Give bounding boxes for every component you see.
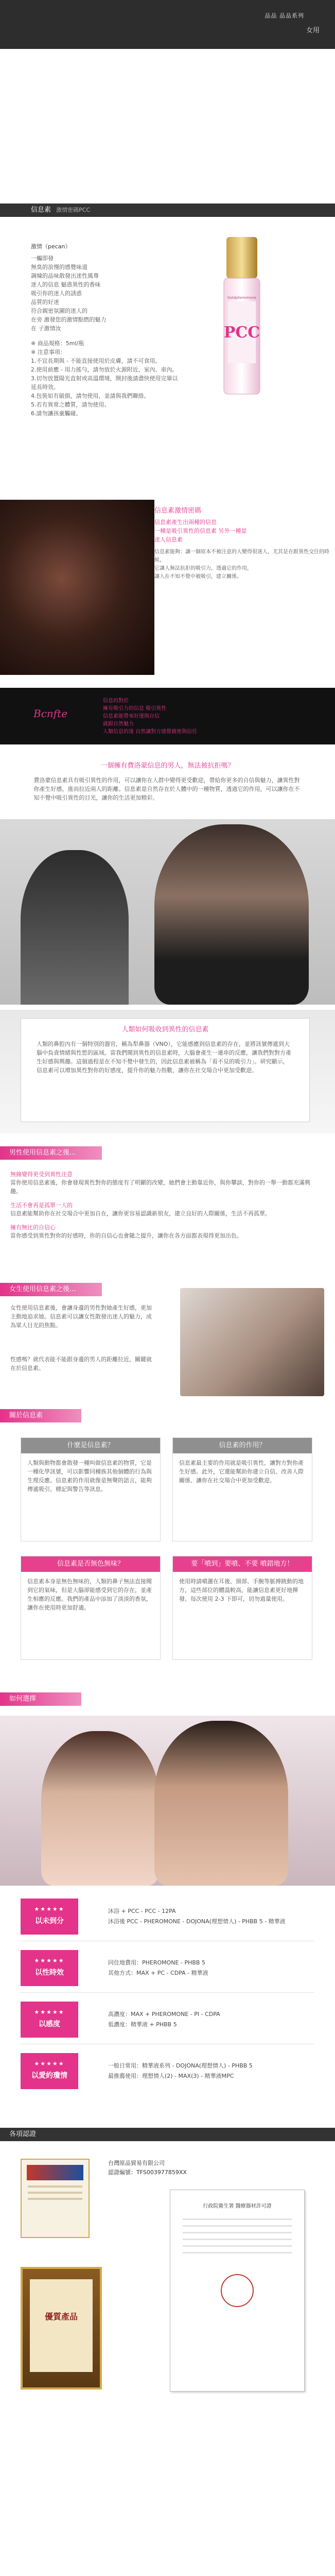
choose-row-label [21, 2002, 78, 2038]
effects-body: 女性使用信息素後，會讓身邊的男性對她產生好感，更加主動地追求她。信息素可以讓女性散發出迷人的魅力，成為眾人目光的焦點。 [10, 1304, 152, 1329]
intro-line: 調煉的品味散發出迷性風尊 [31, 273, 99, 279]
knowledge-box-title: 什麼是信息素？ [21, 1438, 160, 1453]
intro-line: 一觸即發 [31, 255, 54, 262]
row-label-text: 以感度 [39, 2020, 60, 2028]
woman-smile-image [41, 1731, 160, 1886]
knowledge-box-what [21, 1437, 161, 1541]
product-bottle-image [214, 234, 270, 399]
kiss-line: 一種是吸引異性的信息素 另外一種是 [154, 528, 247, 534]
cert-doc-title: 行政院衛生署 醫療器材許可證 [203, 2204, 272, 2209]
product-name: 激情（pecan） [31, 243, 71, 250]
row-label-text: 以性時效 [35, 1969, 64, 1977]
kiss-side-text: 讓人在不知不覺中被吸引，建立關係。 [154, 574, 242, 580]
couple-kiss-image [0, 500, 154, 675]
banner-line: 信息的對於 [103, 698, 129, 704]
page-header [0, 0, 335, 49]
banner-line: 擁有吸引力的信息 吸引異性 [103, 706, 167, 711]
how-heading: 人類如何吸收到異性的信息素 [121, 1026, 209, 1033]
knowledge-box-title: 信息素是否無色無味？ [21, 1556, 160, 1572]
banner-line: 信息素能帶來好運與自信 [103, 714, 160, 719]
row-text-line: 同住地費用：PHEROMONE - PHBB 5 [108, 1959, 205, 1966]
title-bar [0, 204, 335, 217]
banner-lines [103, 697, 197, 736]
intro-line: 品質的好迷 [31, 299, 59, 306]
dark-banner [0, 688, 335, 744]
intro-line: 無臭的浪慢的感覺味道 [31, 264, 87, 270]
plaque-title: 優質產品 [44, 2312, 78, 2321]
choose-row-text [108, 1906, 286, 1927]
knowledge-box-title: 信息素的作用？ [173, 1438, 312, 1453]
spec-line: 6.請勿讓孩童觸碰。 [31, 410, 82, 417]
usage-item-title: 無線變得更受到異性注意 [10, 1171, 73, 1178]
choose-row-label [21, 1950, 78, 1986]
row-label-text: 以愛約瓊情 [31, 2072, 67, 2080]
intro-line: 吸引你的迷人的誘惑 [31, 290, 82, 297]
woman-figure-image [21, 850, 129, 1005]
couple-photo [180, 1288, 324, 1396]
knowledge-box-text: 信息素最主要的作用就是吸引異性，讓對方對你產生好感。此外，它還能幫助你建立自信、改善人際關係、讓你在社交場合中更加受歡迎。 [179, 1460, 304, 1484]
spec-line: 2.使用前應 - 用力搖勻，請勿放於火源附近、室內、車內。 [31, 366, 178, 373]
intro-line: 在 子激情汝 [31, 325, 61, 332]
row-text-line: 低濃度：精華液 + PHBB 5 [108, 2021, 177, 2028]
rating-stars: ★★★★★ [34, 1957, 65, 1964]
how-section [0, 1010, 335, 1133]
knowledge-box-effect [172, 1437, 312, 1541]
intro-line: 在旁 激發您的激情點燃的魅力 [31, 316, 107, 323]
official-seal [221, 2274, 254, 2307]
kiss-section [0, 500, 335, 675]
company-info [108, 2159, 262, 2177]
certs-heading-bar: 各項認證 [0, 2128, 335, 2141]
flag-emblem [27, 2165, 83, 2180]
product-section [0, 222, 335, 464]
knowledge-box-title: 要「噴到」要噴、不要 噴錯地方！ [173, 1556, 312, 1572]
intro-line: 迷人的信息 魅惑異性的香味 [31, 281, 101, 288]
choose-table [0, 1893, 335, 2110]
man-figure-image [154, 824, 309, 1005]
how-body: 人類的鼻腔內有一個特別的器官，稱為犁鼻器（VNO），它能感應到信息素的存在，並將訊號傳遞到大腦中負責情緒與性慾的區域。當我們聞到異性的信息素時，大腦會產生一連串的反應，讓我們對對方產生好感與興趣。這個過程是在不知不覺中發生的，因此信息素被稱為「看不見的吸引力」。研究顯示，信息素可以增加異性對你的好感度，提升你的魅力指數，讓你在社交場合中更加受歡迎。 [37, 1041, 291, 1074]
banner-script-text: Bcnfte [33, 707, 68, 720]
license-document-image [170, 2190, 305, 2392]
effects-heading-bar: 女生使用信息素之後... [0, 1283, 102, 1296]
knowledge-box-odor [21, 1556, 161, 1660]
award-plaque-image [21, 2267, 102, 2389]
divider [21, 1992, 314, 1993]
kiss-text [154, 505, 335, 581]
choose-row-text [108, 2009, 220, 2030]
attract-section [0, 755, 335, 817]
header-tagline: 品品 品品系列 [265, 12, 304, 19]
kiss-heading: 信息素激情密碼 [154, 507, 202, 515]
man-smile-image [154, 1721, 288, 1886]
spec-line: 1.不宜長期與 - 不能直接使用於皮膚，請不可食用。 [31, 358, 161, 364]
spec-line: 3.切勿放置陽光直射或高溫環境，開封後請盡快使用完畢以延長時效。 [31, 375, 178, 391]
spec-line: ※ 商品規格：5ml/瓶 [31, 340, 84, 347]
knowledge-box-text: 信息素本身是無色無味的，人類的鼻子無法直接聞到它的氣味，但是大腦卻能感受到它的存在，並產生相應的反應。我們的產品中添加了淡淡的香氛，讓你在使用時更加舒適。 [27, 1578, 152, 1611]
kiss-side-text: 信息素能夠：讓一個原本不被注意的人變得很迷人，尤其是在跟異性交往的時候， [154, 549, 329, 563]
knowledge-box-text: 使用時請噴灑在耳後、頸部、手腕等脈搏跳動的地方，這些部位的體溫較高，能讓信息素更好地揮發。每次使用 2-3 下即可，切勿過量使用。 [179, 1578, 304, 1602]
couple-smile-photo [0, 1716, 335, 1886]
title-bar-title: 信息素 [31, 206, 51, 214]
banner-line: 就跟自然魅力 [103, 721, 134, 727]
spec-line: 4.包裝如有破損，請勿使用，並請與我們聯絡。 [31, 393, 150, 399]
bottle-label: PCC [223, 324, 260, 342]
usage-item-text: 當你感受到異性對你的好感時，你的自信心也會隨之提升，讓你在各方面都表現得更加出色。 [10, 1232, 242, 1239]
row-text-line: 沐浴 + PCC - PCC - 12PA [108, 1908, 176, 1914]
kiss-line: 迷人信息素 [154, 536, 183, 543]
row-text-line: 一般日常用：精華液系列 - DOJONA(理想情人) - PHBB 5 [108, 2062, 253, 2069]
banner-line: 人類信息的迷 自然讓對方感覺親密與信任 [103, 729, 198, 735]
knowledge-box-text: 人類與動物都會散發一種叫做信息素的物質，它是一種化學訊號，可以影響同種族其他個體的行為與生理反應。信息素的作用就像是無聲的語言，能夠傳遞吸引、標記與警告等訊息。 [27, 1460, 152, 1493]
knowledge-heading-bar: 關於信息素 [0, 1409, 81, 1422]
row-label-text: 以未到分 [35, 1917, 64, 1925]
man-woman-photo [0, 819, 335, 1005]
choose-row-label [21, 2053, 78, 2089]
kiss-line: 信息素產生出兩種的信息 [154, 519, 217, 526]
usage-item-title: 擁有無比的自信心 [10, 1224, 56, 1231]
product-intro [31, 242, 180, 418]
spec-line: 5.若有異常之體質，請勿使用。 [31, 401, 110, 408]
usage-list [10, 1167, 319, 1240]
company-name: 台灣原品貿易有限公司 [108, 2160, 165, 2166]
rating-stars: ★★★★★ [34, 1906, 65, 1912]
row-text-line: 沐浴後 PCC - PHEROMONE - DOJONA(理想情人) - PHBB 5 - 精華液 [108, 1918, 286, 1925]
row-text-line: 最推薦使用：理想情人(2) - MAX(3) - 精華液MPC [108, 2073, 234, 2079]
header-gender-label: 女用 [306, 27, 320, 35]
intro-line: 符合親密氛圍的迷人的 [31, 308, 87, 314]
choose-heading-bar: 如何選擇 [0, 1692, 81, 1706]
attract-body: 費洛蒙信息素具有吸引異性的作用，可以讓你在人群中變得更受歡迎，帶給你更多的自信與魅力，讓異性對你產生好感，進而拉近兩人的距離。信息素是自然存在於人體中的一種物質，透過它的作用，可以讓你在不知不覺中吸引異性的目光，讓你的生活更加精彩。 [33, 777, 300, 801]
usage-heading-bar: 男性使用信息素之後... [0, 1146, 102, 1160]
bottle-brand: Goldpheromone [227, 296, 257, 300]
knowledge-box-spray [172, 1556, 312, 1660]
spec-line: ※ 注意事項： [31, 349, 66, 355]
rating-stars: ★★★★★ [34, 2009, 65, 2015]
choose-row-text [108, 1958, 208, 1978]
kiss-side-text: 它讓人無法抗拒的吸引力，透過它的作用， [154, 566, 252, 571]
how-box [21, 1018, 310, 1122]
choose-row-text [108, 2061, 253, 2081]
rating-stars: ★★★★★ [34, 2060, 65, 2067]
title-bar-subtitle: 激情密碼PCC [56, 207, 91, 213]
usage-item-text: 信息素能幫助你在社交場合中更加自在，讓你更容易認識新朋友，建立良好的人際關係，生活不再孤單。 [10, 1210, 271, 1217]
row-text-line: 高濃度：MAX + PHEROMONE - PI - CDPA [108, 2011, 220, 2018]
effects-note: 性感嗎？就代表能不能跟身邊的男人的距離拉近，關鍵就在於信息素。 [10, 1356, 152, 1371]
usage-item-title: 生活不會再是孤單一人的 [10, 1202, 73, 1209]
registration-number: 認證編號：TFS003977859XX [108, 2169, 187, 2176]
attract-heading: 一個擁有費洛蒙信息的男人，無法被抗拒嗎？ [100, 762, 235, 770]
choose-row-label [21, 1899, 78, 1935]
row-text-line: 其他方式：MAX + PC - CDPA - 精華液 [108, 1970, 208, 1976]
usage-item-text: 當你使用信息素後，你會發現異性對你的態度有了明顯的改變，她們會主動靠近你，與你攀談，對你的一舉一動都充滿興趣。 [10, 1179, 310, 1195]
small-certificate-image [21, 2159, 90, 2238]
